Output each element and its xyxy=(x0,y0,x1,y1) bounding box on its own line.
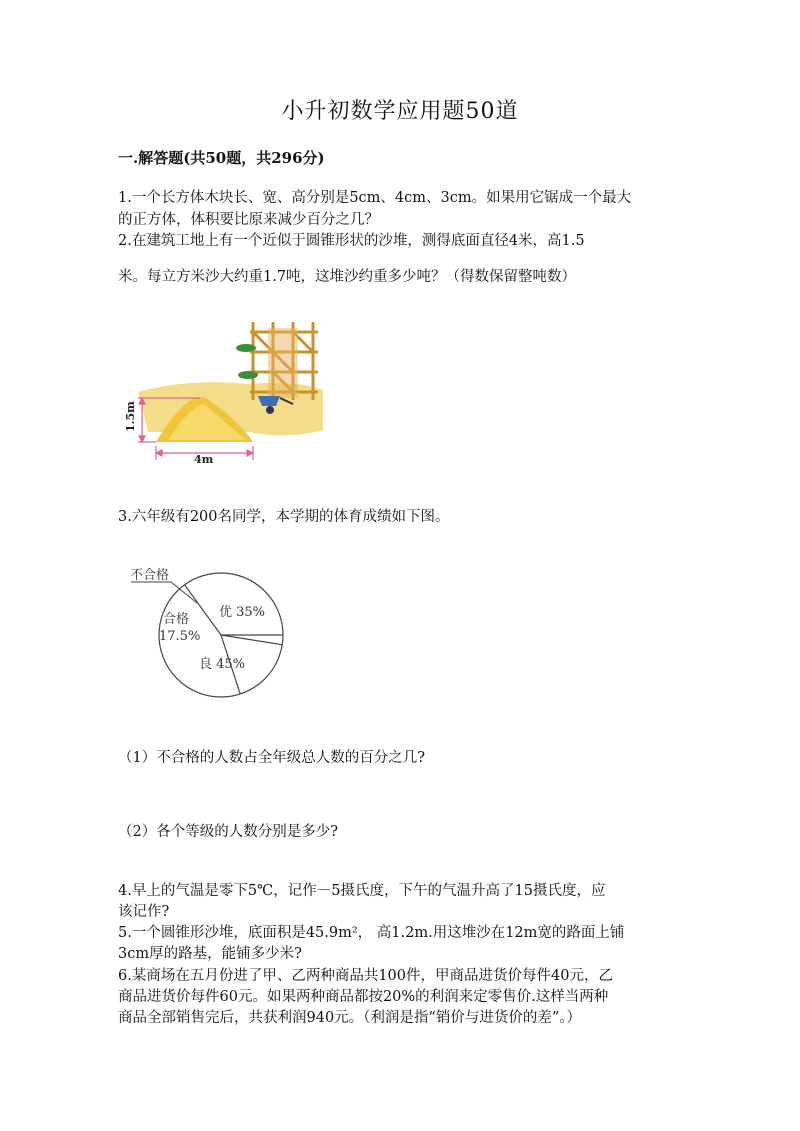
label-excellent: 优 35% xyxy=(219,605,266,620)
question-5-line-2: 3cm厚的路基，能铺多少米? xyxy=(118,946,302,962)
question-3-line-1: 3.六年级有200名同学，本学期的体育成绩如下图。 xyxy=(118,509,450,525)
question-5-line-1: 5.一个圆锥形沙堆，底面积是45.9m²， 高1.2m.用这堆沙在12m宽的路面上铺 xyxy=(118,925,625,941)
sand-pile-figure xyxy=(124,320,328,470)
pie-slice-boundary-1 xyxy=(185,585,221,635)
grade-pie-chart xyxy=(125,560,300,710)
question-6-line-1: 6.某商场在五月份进了甲、乙两种商品共100件，甲商品进货价每件40元，乙 xyxy=(118,968,613,984)
question-2-line-2: 米。每立方米沙大约重1.7吨，这堆沙约重多少吨？（得数保留整吨数） xyxy=(118,269,577,285)
question-6-line-3: 商品全部销售完后，共获利润940元。（利润是指“销价与进货价的差”。） xyxy=(118,1010,581,1026)
question-3-sub-2: （2）各个等级的人数分别是多少? xyxy=(118,824,338,840)
section-heading: 一.解答题(共50题，共296分) xyxy=(118,149,325,167)
question-1-line-1: 1.一个长方体木块长、宽、高分别是5cm、4cm、3cm。如果用它锯成一个最大 xyxy=(118,190,632,206)
label-good: 良 45% xyxy=(199,657,246,672)
pie-slice-boundary-3 xyxy=(221,635,282,645)
label-fail: 不合格 xyxy=(130,568,170,583)
question-1-line-2: 的正方体，体积要比原来减少百分之几？ xyxy=(118,212,379,228)
question-3-sub-1: （1）不合格的人数占全年级总人数的百分之几? xyxy=(118,750,425,766)
height-label: 1.5m xyxy=(124,401,137,432)
label-pass: 合格 xyxy=(163,612,190,627)
question-2-line-1: 2.在建筑工地上有一个近似于圆锥形状的沙堆，测得底面直径4米，高1.5 xyxy=(118,233,585,249)
width-label: 4m xyxy=(194,453,214,466)
question-4-line-2: 该记作? xyxy=(118,904,170,920)
question-4-line-1: 4.早上的气温是零下5℃，记作－5摄氏度，下午的气温升高了15摄氏度，应 xyxy=(118,883,606,899)
page-title: 小升初数学应用题50道 xyxy=(281,99,519,124)
question-6-line-2: 商品进货价每件60元。如果两种商品都按20%的利润来定零售价.这样当两种 xyxy=(118,989,609,1005)
label-pass-percent: 17.5% xyxy=(159,629,201,644)
